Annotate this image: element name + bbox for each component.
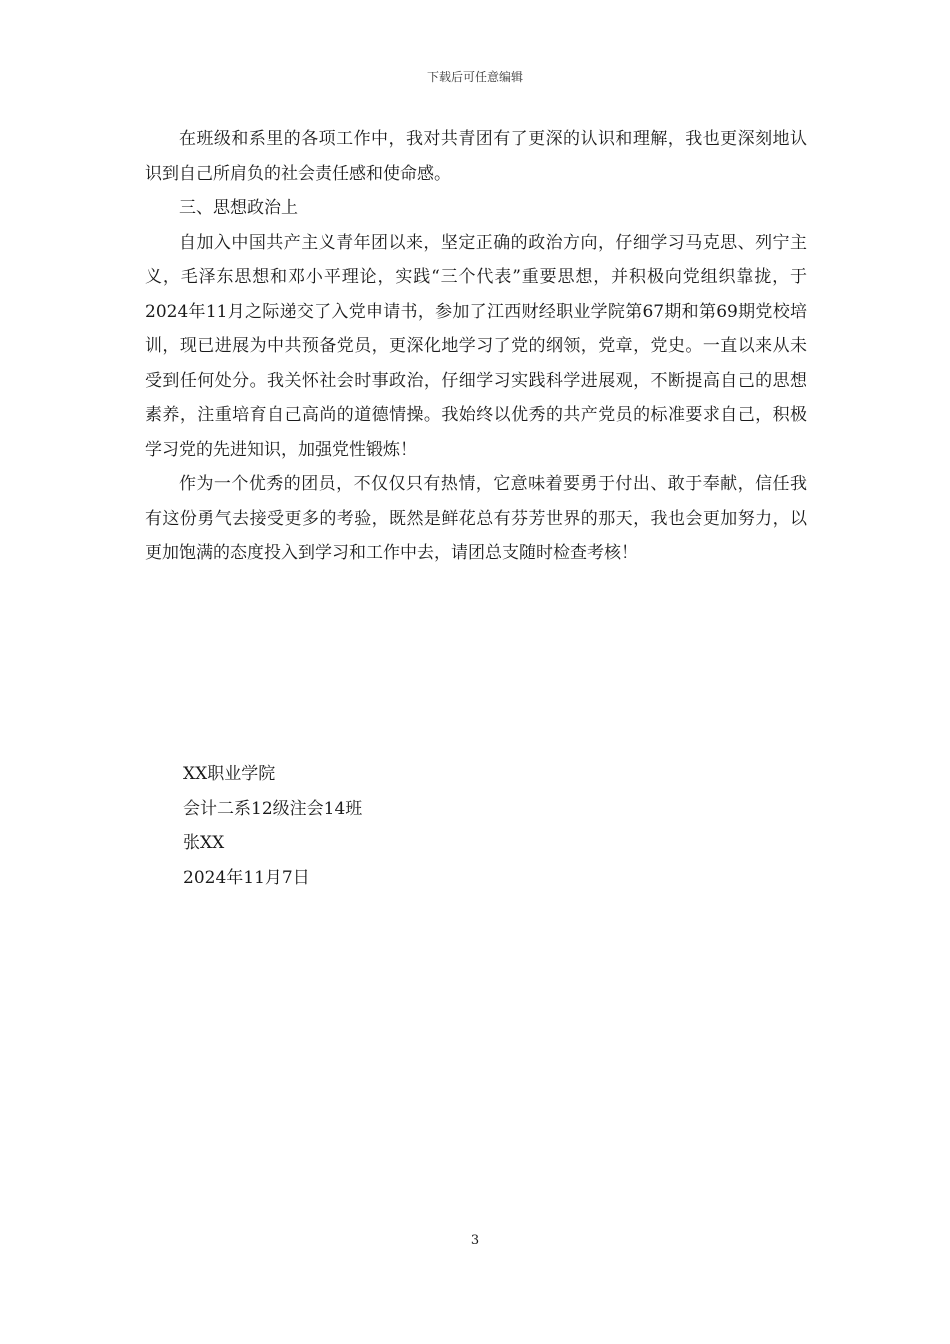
signature-date: 2024年11月7日 (183, 867, 310, 888)
signature-class: 会计二系12级注会14班 (183, 798, 363, 819)
document-body (145, 122, 807, 571)
body-paragraph: 作为一个优秀的团员，不仅仅只有热情，它意味着要勇于付出、敢于奉献，信任我有这份勇气去接受更多的考验，既然是鲜花总有芬芳世界的那天，我也会更加努力，以更加饱满的态度投入到学习和工作中去，请团总支随时检查考核！ (145, 474, 807, 563)
signature-school: XX职业学院 (183, 764, 276, 784)
header-note: 下载后可任意编辑 (426, 70, 523, 84)
page-number: 3 (470, 1233, 480, 1248)
body-paragraph: 在班级和系里的各项工作中，我对共青团有了更深的认识和理解，我也更深刻地认识到自己所肩负的社会责任感和使命感。 (145, 129, 807, 184)
signature-block (183, 757, 362, 895)
body-paragraph: 自加入中国共产主义青年团以来，坚定正确的政治方向，仔细学习马克思、列宁主义，毛泽东思想和邓小平理论，实践“三个代表”重要思想，并积极向党组织靠拢，于2024年11月之际递交了入党申请书，参加了江西财经职业学院第67期和第69期党校培训，现已进展为中共预备党员，更深化地学习了党的纲领，党章，党史。一直以来从未受到任何处分。我关怀社会时事政治，仔细学习实践科学进展观，不断提高自己的思想素养，注重培育自己高尚的道德情操。我始终以优秀的共产党员的标准要求自己，积极学习党的先进知识，加强党性锻炼！ (145, 232, 807, 460)
section-heading: 三、思想政治上 (179, 198, 298, 218)
signature-name: 张XX (183, 833, 225, 853)
